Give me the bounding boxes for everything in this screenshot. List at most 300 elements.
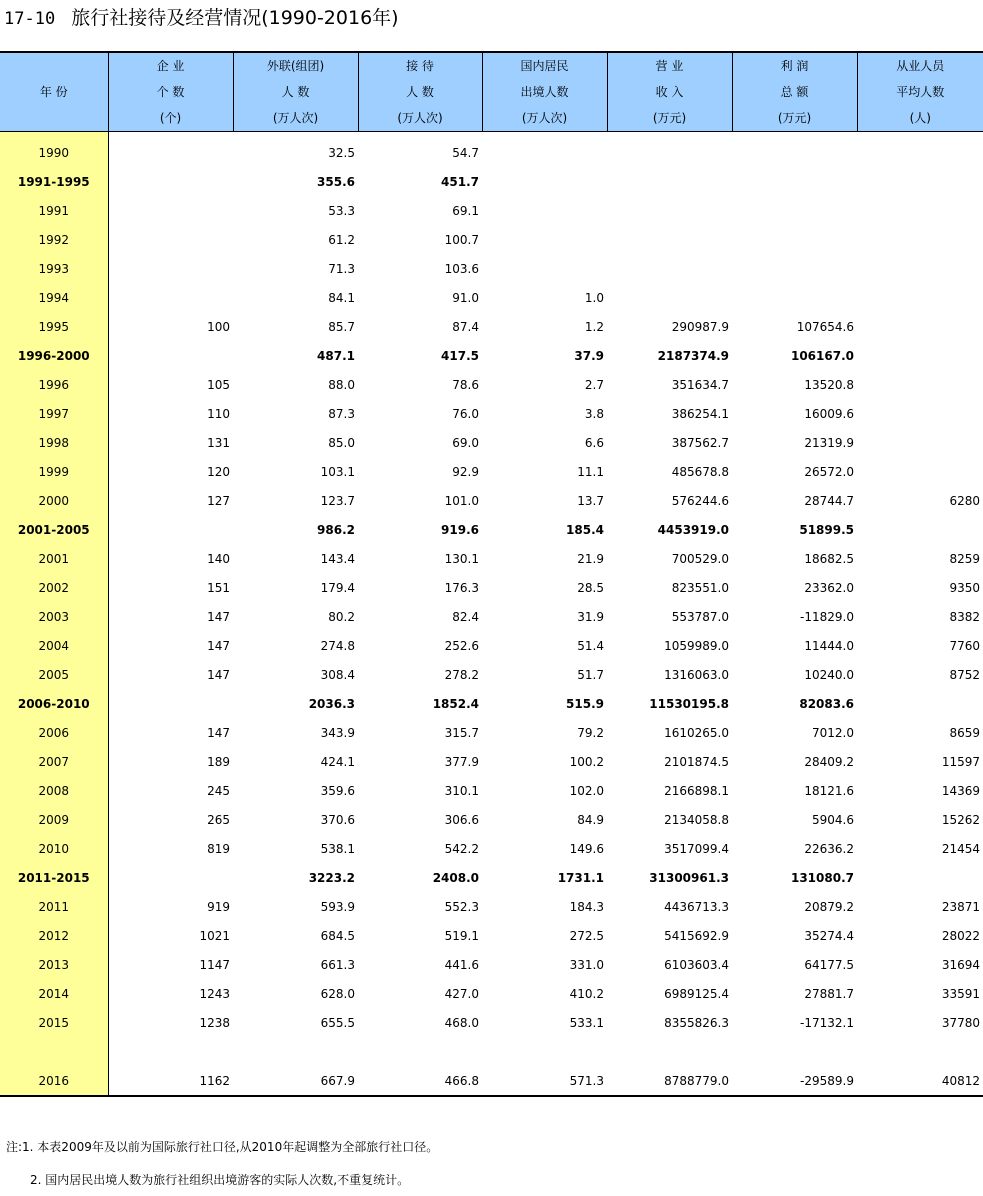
- value-cell: [108, 283, 233, 312]
- year-cell: 2006: [0, 718, 108, 747]
- value-cell: 147: [207, 725, 230, 740]
- value-cell: 306.6: [444, 812, 479, 827]
- value-cell: 11530195.8: [649, 696, 729, 711]
- year-cell: 1994: [0, 283, 108, 312]
- value-cell: 593.9: [320, 899, 355, 914]
- table-row: [0, 312, 983, 341]
- value-cell: [108, 863, 233, 892]
- value-cell: 386254.1: [671, 406, 729, 421]
- column-header-line: (万人次): [521, 111, 568, 125]
- year-cell: 2008: [0, 776, 108, 805]
- year-cell: 2001-2005: [0, 515, 108, 544]
- value-cell: 274.8: [320, 638, 355, 653]
- footnote-1: 注:1. 本表2009年及以前为国际旅行社口径,从2010年起调整为全部旅行社口径。: [6, 1140, 439, 1154]
- value-cell: [732, 1037, 857, 1066]
- value-cell: 84.1: [328, 290, 355, 305]
- column-header-line: 人 数: [281, 85, 310, 99]
- value-cell: 272.5: [569, 928, 604, 943]
- column-header-line: 外联(组团): [266, 59, 325, 73]
- value-cell: [857, 689, 983, 718]
- year-cell: 2001: [0, 544, 108, 573]
- value-cell: 10240.0: [804, 667, 854, 682]
- value-cell: 82083.6: [799, 696, 854, 711]
- value-cell: 1243: [199, 986, 230, 1001]
- value-cell: 542.2: [444, 841, 479, 856]
- value-cell: 31300961.3: [649, 870, 729, 885]
- value-cell: 185.4: [566, 522, 604, 537]
- value-cell: 355.6: [317, 174, 355, 189]
- table-row: [0, 1066, 983, 1096]
- column-header: [732, 52, 857, 132]
- value-cell: 343.9: [320, 725, 355, 740]
- table-row: [0, 225, 983, 254]
- column-header: [482, 52, 607, 132]
- value-cell: 140: [207, 551, 230, 566]
- year-cell: 1996: [0, 370, 108, 399]
- value-cell: 2187374.9: [657, 348, 729, 363]
- value-cell: 40812: [857, 1066, 983, 1096]
- year-cell: 1993: [0, 254, 108, 283]
- value-cell: 18682.5: [804, 551, 854, 566]
- value-cell: 11.1: [577, 464, 604, 479]
- value-cell: 21.9: [577, 551, 604, 566]
- value-cell: 8382: [949, 609, 980, 624]
- value-cell: 15262: [941, 812, 980, 827]
- column-header-line: 年 份: [39, 85, 68, 99]
- column-header-line: (个): [159, 111, 182, 125]
- value-cell: 290987.9: [671, 319, 729, 334]
- value-cell: 69.1: [452, 203, 479, 218]
- value-cell: 519.1: [444, 928, 479, 943]
- value-cell: 84.9: [577, 812, 604, 827]
- value-cell: [857, 341, 983, 370]
- value-cell: 100.2: [569, 754, 604, 769]
- value-cell: 123.7: [320, 493, 355, 508]
- value-cell: 120: [207, 464, 230, 479]
- value-cell: 2408.0: [432, 870, 479, 885]
- value-cell: [857, 1037, 983, 1066]
- value-cell: 102.0: [569, 783, 604, 798]
- table-subtotal-row: [0, 167, 983, 196]
- column-header-line: 利 润: [780, 59, 809, 73]
- table-row: [0, 892, 983, 921]
- value-cell: 417.5: [441, 348, 479, 363]
- value-cell: 101.0: [444, 493, 479, 508]
- table-row: [0, 805, 983, 834]
- value-cell: 819: [207, 841, 230, 856]
- table-row: [0, 457, 983, 486]
- table-row: [0, 718, 983, 747]
- value-cell: 131080.7: [790, 870, 854, 885]
- value-cell: [857, 132, 983, 168]
- value-cell: 331.0: [569, 957, 604, 972]
- value-cell: 28022: [941, 928, 980, 943]
- column-header-line: 出境人数: [520, 85, 569, 99]
- value-cell: 51.7: [577, 667, 604, 682]
- value-cell: 82.4: [452, 609, 479, 624]
- value-cell: 79.2: [577, 725, 604, 740]
- value-cell: 986.2: [317, 522, 355, 537]
- value-cell: [108, 196, 233, 225]
- table-header-row: [0, 52, 983, 132]
- table-row: [0, 660, 983, 689]
- value-cell: [607, 132, 732, 168]
- table-subtotal-row: [0, 515, 983, 544]
- value-cell: [857, 196, 983, 225]
- column-header-line: 国内居民: [520, 59, 569, 73]
- year-cell: 1991-1995: [0, 167, 108, 196]
- value-cell: 1238: [199, 1015, 230, 1030]
- value-cell: 14369: [941, 783, 980, 798]
- value-cell: 427.0: [444, 986, 479, 1001]
- page-title: [4, 4, 399, 32]
- value-cell: 13.7: [577, 493, 604, 508]
- table-subtotal-row: [0, 341, 983, 370]
- value-cell: 919: [207, 899, 230, 914]
- column-header-line: 人 数: [406, 85, 434, 99]
- value-cell: 533.1: [569, 1015, 604, 1030]
- value-cell: 131: [207, 435, 230, 450]
- value-cell: -11829.0: [800, 609, 854, 624]
- value-cell: 28.5: [577, 580, 604, 595]
- value-cell: 147: [207, 609, 230, 624]
- value-cell: 5904.6: [812, 812, 854, 827]
- value-cell: -29589.9: [732, 1066, 857, 1096]
- value-cell: 6989125.4: [664, 986, 729, 1001]
- year-cell: 2013: [0, 950, 108, 979]
- value-cell: [732, 225, 857, 254]
- year-cell: 1991: [0, 196, 108, 225]
- value-cell: [108, 167, 233, 196]
- value-cell: [732, 167, 857, 196]
- value-cell: 278.2: [444, 667, 479, 682]
- column-header: [358, 52, 482, 132]
- value-cell: 8355826.3: [664, 1015, 729, 1030]
- value-cell: [108, 515, 233, 544]
- footnote-2: 2. 国内居民出境人数为旅行社组织出境游客的实际人次数,不重复统计。: [30, 1173, 410, 1187]
- value-cell: 1.0: [584, 290, 604, 305]
- value-cell: 8788779.0: [607, 1066, 732, 1096]
- table-row: [0, 196, 983, 225]
- value-cell: 31694: [941, 957, 980, 972]
- table-row: [0, 254, 983, 283]
- value-cell: 21454: [941, 841, 980, 856]
- table-subtotal-row: [0, 689, 983, 718]
- value-cell: 28744.7: [804, 493, 854, 508]
- value-cell: 1147: [199, 957, 230, 972]
- value-cell: 576244.6: [671, 493, 729, 508]
- year-cell: 2012: [0, 921, 108, 950]
- table-row: [0, 747, 983, 776]
- value-cell: 571.3: [482, 1066, 607, 1096]
- year-cell: 1999: [0, 457, 108, 486]
- value-cell: 8259: [949, 551, 980, 566]
- value-cell: 51.4: [577, 638, 604, 653]
- column-header: [857, 52, 983, 132]
- value-cell: [732, 132, 857, 168]
- value-cell: 110: [207, 406, 230, 421]
- table-row: [0, 132, 983, 168]
- year-cell: 2000: [0, 486, 108, 515]
- value-cell: 54.7: [452, 145, 479, 160]
- column-header-line: 营 业: [655, 59, 684, 73]
- value-cell: 13520.8: [804, 377, 854, 392]
- table-row: [0, 602, 983, 631]
- value-cell: 61.2: [328, 232, 355, 247]
- value-cell: 410.2: [569, 986, 604, 1001]
- value-cell: 1852.4: [432, 696, 479, 711]
- value-cell: 11597: [941, 754, 980, 769]
- value-cell: [482, 254, 607, 283]
- table-row: [0, 428, 983, 457]
- value-cell: 252.6: [444, 638, 479, 653]
- value-cell: 700529.0: [671, 551, 729, 566]
- year-cell: 2015: [0, 1008, 108, 1037]
- statistics-table: [0, 51, 983, 1097]
- year-cell: [0, 1037, 108, 1066]
- value-cell: [482, 225, 607, 254]
- value-cell: 64177.5: [804, 957, 854, 972]
- value-cell: 485678.8: [671, 464, 729, 479]
- table-row: [0, 1008, 983, 1037]
- value-cell: 91.0: [452, 290, 479, 305]
- table-row: [0, 283, 983, 312]
- table-title: 旅行社接待及经营情况(1990-2016年): [71, 7, 399, 29]
- column-header: [607, 52, 732, 132]
- value-cell: [732, 254, 857, 283]
- value-cell: [857, 428, 983, 457]
- year-cell: 1996-2000: [0, 341, 108, 370]
- value-cell: 6103603.4: [664, 957, 729, 972]
- value-cell: 37.9: [574, 348, 604, 363]
- value-cell: 28409.2: [804, 754, 854, 769]
- value-cell: 8752: [949, 667, 980, 682]
- value-cell: 1021: [199, 928, 230, 943]
- value-cell: 6.6: [584, 435, 604, 450]
- value-cell: 184.3: [569, 899, 604, 914]
- column-header: [108, 52, 233, 132]
- year-cell: 1995: [0, 312, 108, 341]
- column-header-line: 个 数: [156, 85, 185, 99]
- year-cell: 1992: [0, 225, 108, 254]
- year-cell: 2006-2010: [0, 689, 108, 718]
- value-cell: 189: [207, 754, 230, 769]
- value-cell: [108, 341, 233, 370]
- value-cell: [857, 370, 983, 399]
- value-cell: 468.0: [444, 1015, 479, 1030]
- year-cell: 2016: [0, 1066, 108, 1096]
- value-cell: [482, 196, 607, 225]
- value-cell: 35274.4: [804, 928, 854, 943]
- value-cell: 245: [207, 783, 230, 798]
- value-cell: 451.7: [441, 174, 479, 189]
- value-cell: 179.4: [320, 580, 355, 595]
- value-cell: 100.7: [444, 232, 479, 247]
- value-cell: 11444.0: [804, 638, 854, 653]
- value-cell: [857, 515, 983, 544]
- value-cell: 265: [207, 812, 230, 827]
- value-cell: 107654.6: [796, 319, 854, 334]
- value-cell: [607, 167, 732, 196]
- year-cell: 2004: [0, 631, 108, 660]
- column-header-line: 企 业: [156, 59, 185, 73]
- value-cell: 103.1: [320, 464, 355, 479]
- table-row: [0, 950, 983, 979]
- table-row: [0, 776, 983, 805]
- value-cell: 2101874.5: [664, 754, 729, 769]
- value-cell: [857, 863, 983, 892]
- value-cell: 315.7: [444, 725, 479, 740]
- value-cell: [358, 1037, 482, 1066]
- value-cell: [607, 283, 732, 312]
- value-cell: 87.4: [452, 319, 479, 334]
- value-cell: 4436713.3: [664, 899, 729, 914]
- value-cell: 1.2: [584, 319, 604, 334]
- value-cell: 76.0: [452, 406, 479, 421]
- value-cell: 552.3: [444, 899, 479, 914]
- value-cell: 3517099.4: [664, 841, 729, 856]
- value-cell: 667.9: [233, 1066, 358, 1096]
- value-cell: 684.5: [320, 928, 355, 943]
- value-cell: 2166898.1: [664, 783, 729, 798]
- value-cell: 151: [207, 580, 230, 595]
- value-cell: 23871: [941, 899, 980, 914]
- value-cell: [108, 1037, 233, 1066]
- value-cell: 2134058.8: [664, 812, 729, 827]
- table-row: [0, 399, 983, 428]
- value-cell: 149.6: [569, 841, 604, 856]
- value-cell: 18121.6: [804, 783, 854, 798]
- value-cell: 20879.2: [804, 899, 854, 914]
- column-header-line: 接 待: [406, 59, 434, 73]
- value-cell: [607, 196, 732, 225]
- value-cell: [857, 283, 983, 312]
- year-cell: 2002: [0, 573, 108, 602]
- value-cell: 71.3: [328, 261, 355, 276]
- value-cell: 87.3: [328, 406, 355, 421]
- value-cell: 80.2: [328, 609, 355, 624]
- value-cell: 100: [207, 319, 230, 334]
- value-cell: 106167.0: [790, 348, 854, 363]
- column-header-line: 总 额: [780, 85, 809, 99]
- year-cell: 2005: [0, 660, 108, 689]
- value-cell: 31.9: [577, 609, 604, 624]
- table-subtotal-row: [0, 863, 983, 892]
- column-header-line: (万元): [652, 111, 687, 125]
- year-cell: 1990: [0, 132, 108, 168]
- table-body: [0, 132, 983, 1097]
- column-header-line: (万元): [777, 111, 812, 125]
- value-cell: [732, 283, 857, 312]
- value-cell: 130.1: [444, 551, 479, 566]
- table-row: [0, 370, 983, 399]
- year-cell: 2014: [0, 979, 108, 1008]
- column-header: [233, 52, 358, 132]
- value-cell: 69.0: [452, 435, 479, 450]
- table-row: [0, 1037, 983, 1066]
- value-cell: 424.1: [320, 754, 355, 769]
- value-cell: 147: [207, 638, 230, 653]
- column-header-line: (万人次): [397, 111, 443, 125]
- value-cell: [857, 254, 983, 283]
- column-header-line: 从业人员: [896, 59, 945, 73]
- year-cell: 2007: [0, 747, 108, 776]
- year-cell: 2003: [0, 602, 108, 631]
- value-cell: 8659: [949, 725, 980, 740]
- column-header-line: 平均人数: [896, 85, 945, 99]
- value-cell: 538.1: [320, 841, 355, 856]
- table-row: [0, 544, 983, 573]
- value-cell: 370.6: [320, 812, 355, 827]
- year-cell: 2011: [0, 892, 108, 921]
- value-cell: 3223.2: [308, 870, 355, 885]
- value-cell: [108, 689, 233, 718]
- value-cell: 92.9: [452, 464, 479, 479]
- value-cell: 16009.6: [804, 406, 854, 421]
- value-cell: 32.5: [328, 145, 355, 160]
- table-number: 17-10: [4, 9, 56, 29]
- table-row: [0, 979, 983, 1008]
- value-cell: -17132.1: [800, 1015, 854, 1030]
- value-cell: [857, 167, 983, 196]
- value-cell: 2.7: [584, 377, 604, 392]
- value-cell: 51899.5: [799, 522, 854, 537]
- value-cell: 466.8: [358, 1066, 482, 1096]
- value-cell: 628.0: [320, 986, 355, 1001]
- value-cell: [482, 1037, 607, 1066]
- value-cell: [732, 196, 857, 225]
- value-cell: [108, 254, 233, 283]
- table-row: [0, 573, 983, 602]
- value-cell: 6280: [949, 493, 980, 508]
- value-cell: 147: [207, 667, 230, 682]
- table-row: [0, 921, 983, 950]
- value-cell: 387562.7: [671, 435, 729, 450]
- value-cell: 553787.0: [671, 609, 729, 624]
- value-cell: 9350: [949, 580, 980, 595]
- table-row: [0, 631, 983, 660]
- value-cell: [482, 132, 607, 168]
- value-cell: 21319.9: [804, 435, 854, 450]
- value-cell: 23362.0: [804, 580, 854, 595]
- value-cell: 88.0: [328, 377, 355, 392]
- column-header-line: 收 入: [655, 85, 684, 99]
- year-cell: 2009: [0, 805, 108, 834]
- value-cell: [108, 132, 233, 168]
- value-cell: 33591: [941, 986, 980, 1001]
- value-cell: [857, 457, 983, 486]
- value-cell: 5415692.9: [664, 928, 729, 943]
- value-cell: 7760: [949, 638, 980, 653]
- year-cell: 2010: [0, 834, 108, 863]
- value-cell: 919.6: [441, 522, 479, 537]
- value-cell: 26572.0: [804, 464, 854, 479]
- column-header-line: (万人次): [272, 111, 319, 125]
- value-cell: 4453919.0: [657, 522, 729, 537]
- year-cell: 1998: [0, 428, 108, 457]
- value-cell: 103.6: [444, 261, 479, 276]
- value-cell: 7012.0: [812, 725, 854, 740]
- value-cell: [857, 399, 983, 428]
- value-cell: 53.3: [328, 203, 355, 218]
- value-cell: 351634.7: [671, 377, 729, 392]
- value-cell: 823551.0: [671, 580, 729, 595]
- value-cell: 1316063.0: [664, 667, 729, 682]
- year-cell: 1997: [0, 399, 108, 428]
- value-cell: 515.9: [566, 696, 604, 711]
- value-cell: [857, 312, 983, 341]
- value-cell: 661.3: [320, 957, 355, 972]
